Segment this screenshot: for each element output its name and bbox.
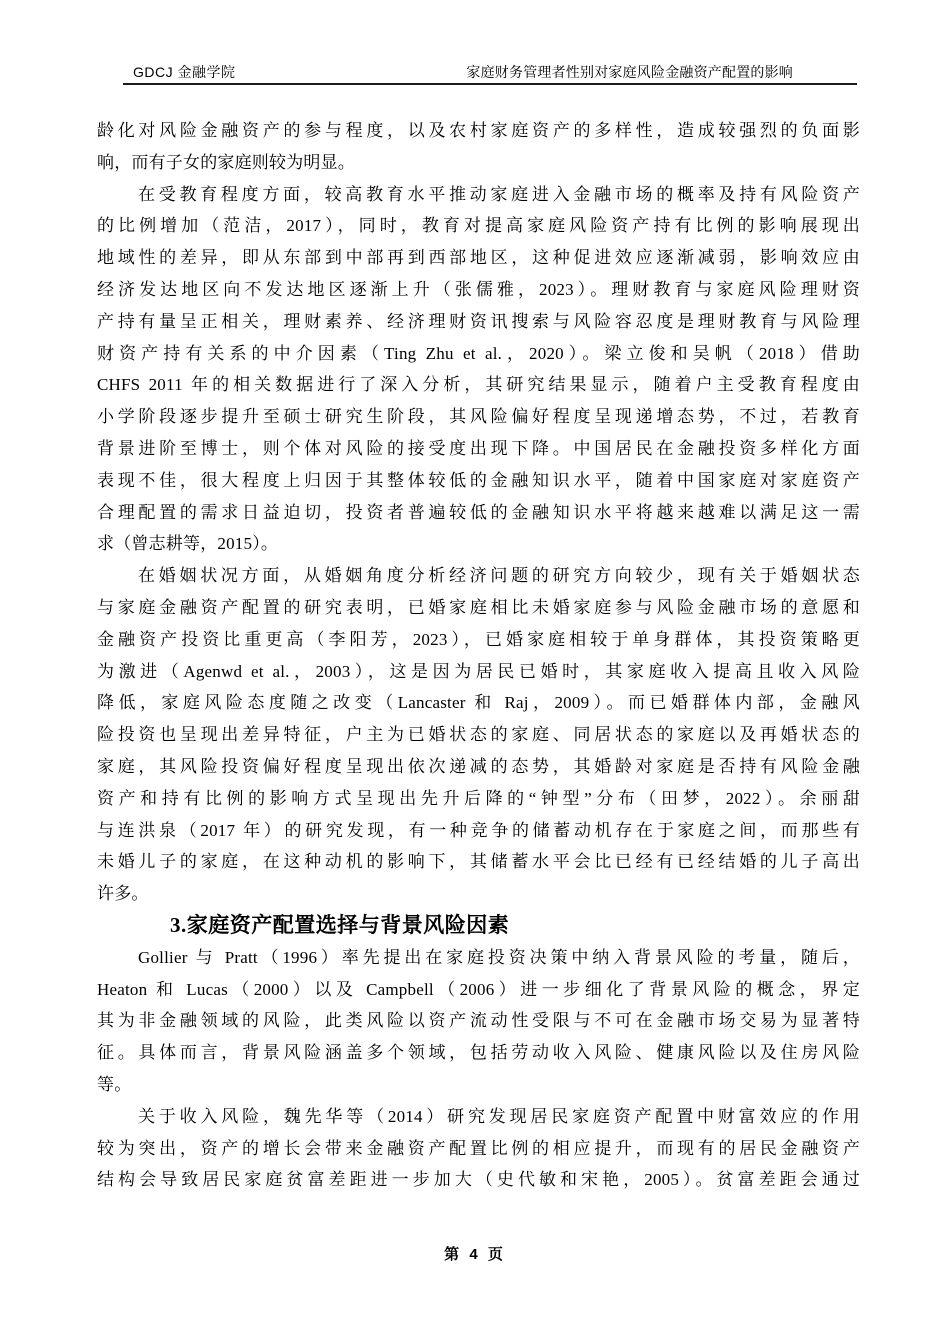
- text-line: 家庭，其风险投资偏好程度呈现出依次递减的态势，其婚龄对家庭是否持有风险金融: [97, 756, 860, 776]
- section-heading: 3.家庭资产配置选择与背景风险因素: [170, 912, 510, 937]
- text-line: 财资产持有关系的中介因素（Ting Zhu et al.，2020）。梁立俊和吴帆（2018）借助: [97, 343, 860, 363]
- text-line: 等。: [97, 1074, 132, 1094]
- text-line: 结构会导致居民家庭贫富差距进一步加大（史代敏和宋艳，2005）。贫富差距会通过: [97, 1170, 860, 1190]
- page-number: 第 4 页: [444, 1246, 506, 1263]
- text-line: 为激进（Agenwd et al.，2003），这是因为居民已婚时，其家庭收入提高且收入风险: [97, 661, 860, 681]
- text-line: 较为突出，资产的增长会带来金融资产配置比例的相应提升，而现有的居民金融资产: [97, 1138, 860, 1158]
- text-line: 征。具体而言，背景风险涵盖多个领域，包括劳动收入风险、健康风险以及住房风险: [97, 1043, 860, 1063]
- text-line: 险投资也呈现出差异特征，户主为已婚状态的家庭、同居状态的家庭以及再婚状态的: [97, 725, 860, 745]
- text-line: 在受教育程度方面，较高教育水平推动家庭进入金融市场的概率及持有风险资产: [138, 184, 860, 204]
- text-line: 其为非金融领域的风险，此类风险以资产流动性受限与不可在金融市场交易为显著特: [97, 1011, 860, 1031]
- page-footer: [0, 1243, 950, 1264]
- text-line: 产持有量呈正相关，理财素养、经济理财资讯搜索与风险容忍度是理财教育与风险理: [97, 311, 860, 331]
- text-line: 求（曾志耕等，2015）。: [97, 534, 279, 554]
- text-line: 未婚儿子的家庭，在这种动机的影响下，其储蓄水平会比已经有已经结婚的儿子高出: [97, 852, 860, 872]
- text-line: 表现不佳，很大程度上归因于其整体较低的金融知识水平，随着中国家庭对家庭资产: [97, 470, 860, 490]
- page-header: [123, 64, 857, 85]
- text-line: Gollier 与 Pratt（1996）率先提出在家庭投资决策中纳入背景风险的考量，随后，: [138, 947, 860, 967]
- text-line: 降低，家庭风险态度随之改变（Lancaster 和 Raj，2009）。而已婚群体内部，金融风: [97, 693, 860, 713]
- text-line: 背景进阶至博士，则个体对风险的接受度出现下降。中国居民在金融投资多样化方面: [97, 438, 860, 458]
- text-line: 的比例增加（范洁，2017），同时，教育对提高家庭风险资产持有比例的影响展现出: [97, 216, 860, 236]
- text-line: 小学阶段逐步提升至硕士研究生阶段，其风险偏好程度呈现递增态势，不过，若教育: [97, 407, 860, 427]
- text-line: 合理配置的需求日益迫切，投资者普遍较低的金融知识水平将越来越难以满足这一需: [97, 502, 860, 522]
- text-line: 金融资产投资比重更高（李阳芳，2023），已婚家庭相较于单身群体，其投资策略更: [97, 629, 860, 649]
- text-line: Heaton 和 Lucas（2000）以及 Campbell（2006）进一步细化了背景风险的概念，界定: [97, 979, 860, 999]
- text-line: 地域性的差异，即从东部到中部再到西部地区，这种促进效应逐渐减弱，影响效应由: [97, 248, 860, 268]
- text-line: 许多。: [97, 884, 149, 904]
- text-line: CHFS 2011 年的相关数据进行了深入分析，其研究结果显示，随着户主受教育程度由: [97, 375, 860, 395]
- text-line: 龄化对风险金融资产的参与程度，以及农村家庭资产的多样性，造成较强烈的负面影: [97, 121, 860, 140]
- text-line: 与家庭金融资产配置的研究表明，已婚家庭相比未婚家庭参与风险金融市场的意愿和: [97, 597, 860, 617]
- header-running-title: 家庭财务管理者性别对家庭风险金融资产配置的影响: [466, 64, 793, 80]
- text-line: 资产和持有比例的影响方式呈现出先升后降的“钟型”分布（田梦，2022）。余丽甜: [97, 788, 860, 808]
- text-line: 与连洪泉（2017 年）的研究发现，有一种竞争的储蓄动机存在于家庭之间，而那些有: [97, 820, 860, 840]
- text-line: 经济发达地区向不发达地区逐渐上升（张儒雅，2023）。理财教育与家庭风险理财资: [97, 279, 860, 299]
- text-line: 在婚姻状况方面，从婚姻角度分析经济问题的研究方向较少，现有关于婚姻状态: [138, 566, 860, 586]
- text-line: 响，而有子女的家庭则较为明显。: [97, 152, 355, 172]
- header-institution: GDCJ 金融学院: [133, 64, 236, 80]
- document-body: [97, 115, 860, 1196]
- text-line: 关于收入风险，魏先华等（2014）研究发现居民家庭资产配置中财富效应的作用: [138, 1106, 860, 1126]
